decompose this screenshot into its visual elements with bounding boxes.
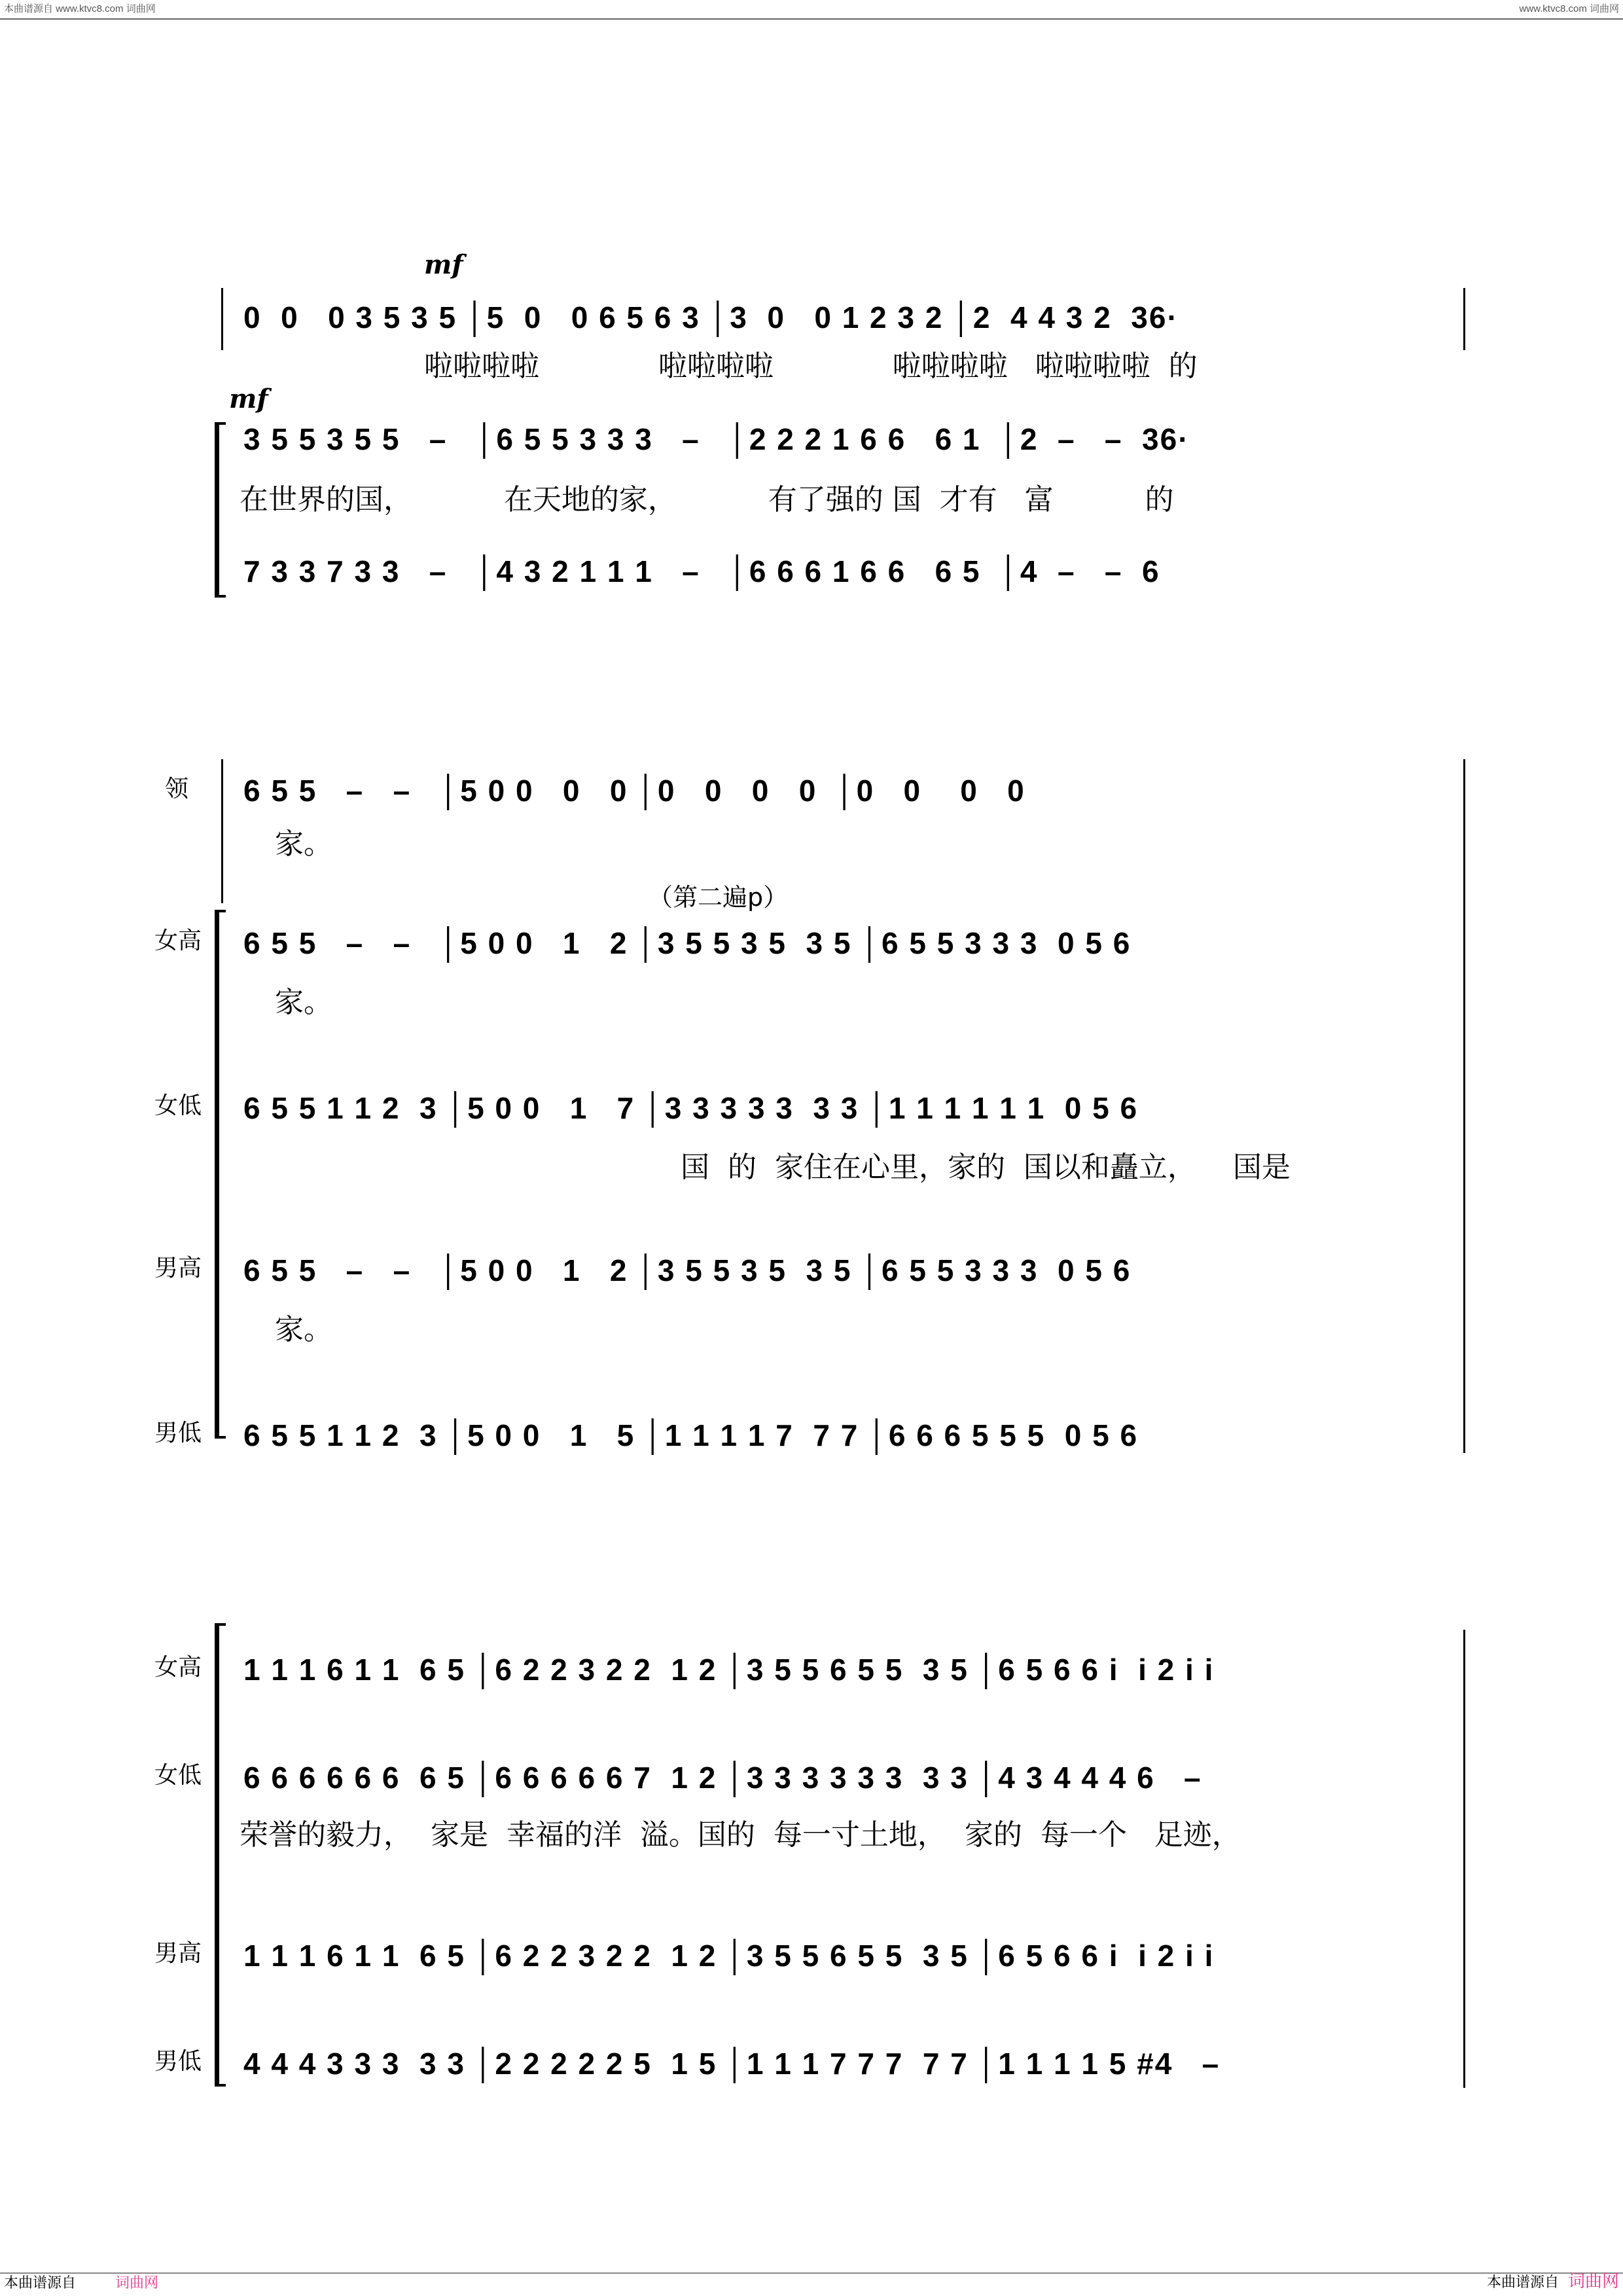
footer-left (4, 2272, 158, 2292)
system-2-end-barline (1463, 759, 1465, 1453)
system-1-end-barline (1463, 288, 1465, 350)
upper-lyric-line: 在世界的国， 在天地的家， 有了强的 国 才有 富 的 (240, 483, 1174, 516)
footer-rule (0, 2272, 1623, 2274)
footer-right (1487, 2268, 1619, 2292)
system-2-bracket (215, 910, 226, 1439)
system-1-bracket (215, 422, 226, 598)
part-lyric-line: 家。 (275, 986, 332, 1019)
part-notes-line: 1 1 1 6 1 1 6 5 │6 2 2 3 2 2 1 2 │3 5 5 6 5 5 3 5 │6 5 6 6 i i 2 i i (243, 1939, 1215, 1973)
footer-left-text: 本曲谱源自 (4, 2274, 77, 2291)
part-label: 男低 (154, 1420, 202, 1446)
dynamic-mf: mf (229, 384, 268, 414)
part-label: 领 (165, 776, 189, 802)
part-label: 男低 (154, 2048, 202, 2075)
system-2-lead-barline (221, 759, 223, 903)
part-lyric-line: 国 的 家住在心里，家的 国以和矗立， 国是 (681, 1151, 1291, 1184)
part-lyric-line: 荣誉的毅力， 家是 幸福的洋 溢。国的 每一寸土地， 家的 每一个 足迹， (240, 1818, 1241, 1852)
part-lyric-line: 家。 (275, 1313, 332, 1346)
part-notes-line: 6 5 5 1 1 2 3 │5 0 0 1 7 │3 3 3 3 3 3 3 │1 1 1 1 1 1 0 5 6 (243, 1091, 1139, 1125)
part-notes-line: 4 4 4 3 3 3 3 3 │2 2 2 2 2 5 1 5 │1 1 1 7 7 7 7 7 │1 1 1 1 5 #4 – (243, 2047, 1221, 2081)
header-right-text: www.ktvc8.com 词曲网 (1519, 3, 1619, 14)
header-left-text: 本曲谱源自 www.ktvc8.com 词曲网 (4, 3, 156, 14)
part-notes-line: 6 6 6 6 6 6 6 5 │6 6 6 6 6 7 1 2 │3 3 3 3 3 3 3 3 │4 3 4 4 4 6 – (243, 1761, 1202, 1795)
footer-right-text: 本曲谱源自 (1486, 2274, 1559, 2290)
system-3-bracket (215, 1623, 226, 2087)
upper-notes-line: 3 5 5 3 5 5 – │6 5 5 3 3 3 – │2 2 2 1 6 6 6 1 │2 – – 36· (243, 422, 1190, 456)
system-3-end-barline (1463, 1630, 1465, 2088)
part-notes-line: 6 5 5 1 1 2 3 │5 0 0 1 5 │1 1 1 1 7 7 7 │6 6 6 5 5 5 0 5 6 (243, 1418, 1139, 1452)
system-1-lead-barline (221, 288, 223, 350)
part-notes-line: 6 5 5 – – │5 0 0 1 2 │3 5 5 3 5 3 5 │6 5 5 3 3 3 0 5 6 (243, 926, 1132, 960)
part-label: 女高 (154, 927, 202, 954)
lead-notes-line: 0 0 0 3 5 3 5 │5 0 0 6 5 6 3 │3 0 0 1 2 3 2 │2 4 4 3 2 36· (243, 300, 1179, 334)
part-label: 男高 (154, 1940, 202, 1967)
part-notes-line: 1 1 1 6 1 1 6 5 │6 2 2 3 2 2 1 2 │3 5 5 6 5 5 3 5 │6 5 6 6 i i 2 i i (243, 1653, 1215, 1687)
part-label: 女低 (154, 1092, 202, 1119)
part-label: 女低 (154, 1762, 202, 1789)
part-notes-line: 6 5 5 – – │5 0 0 1 2 │3 5 5 3 5 3 5 │6 5 5 3 3 3 0 5 6 (243, 1253, 1132, 1287)
part-label: 男高 (154, 1255, 202, 1282)
part-label: 女高 (154, 1654, 202, 1681)
footer-right-brand: 词曲网 (1567, 2271, 1619, 2291)
part-lyric-line: 家。 (275, 827, 332, 861)
lead-lyric-line: 啦啦啦啦 啦啦啦啦 啦啦啦啦 啦啦啦啦 的 (424, 350, 1198, 383)
header-rule (0, 18, 1623, 20)
part-notes-line: 6 5 5 – – │5 0 0 0 0 │0 0 0 0 │0 0 0 0 (243, 774, 1026, 808)
lower-notes-line: 7 3 3 7 3 3 – │4 3 2 1 1 1 – │6 6 6 1 6 6 6 5 │4 – – 6 (243, 554, 1160, 588)
footer-left-brand: 词曲网 (115, 2274, 159, 2291)
second-time-marking: （第二遍p） (648, 883, 789, 912)
dynamic-mf: mf (424, 249, 463, 280)
